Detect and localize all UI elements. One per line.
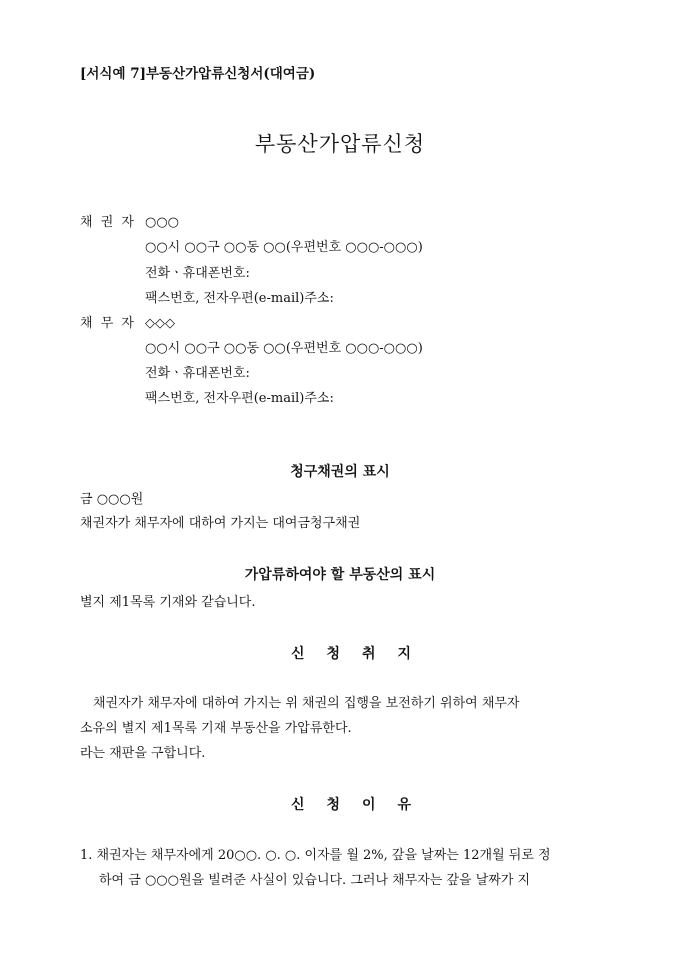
debtor-address: ○○시 ○○구 ○○동 ○○(우편번호 ○○○-○○○) bbox=[145, 341, 423, 356]
purpose-heading: 신청취지 bbox=[290, 646, 434, 662]
creditor-phone: 전화ㆍ휴대폰번호: bbox=[145, 266, 250, 281]
debtor-name: ◇◇◇ bbox=[145, 316, 175, 331]
claim-heading: 청구채권의 표시 bbox=[290, 464, 390, 480]
debtor-phone: 전화ㆍ휴대폰번호: bbox=[145, 366, 250, 381]
purpose-line-3: 라는 재판을 구합니다. bbox=[80, 746, 206, 761]
reason-heading: 신청이유 bbox=[290, 797, 434, 813]
purpose-line-2: 소유의 별지 제1목록 기재 부동산을 가압류한다. bbox=[80, 721, 352, 736]
creditor-address: ○○시 ○○구 ○○동 ○○(우편번호 ○○○-○○○) bbox=[145, 240, 423, 255]
creditor-label: 채 권 자 bbox=[80, 215, 136, 230]
document-title: 부동산가압류신청 bbox=[254, 132, 426, 156]
claim-amount: 금 ○○○원 bbox=[80, 492, 144, 507]
claim-description: 채권자가 채무자에 대하여 가지는 대여금청구채권 bbox=[80, 516, 361, 531]
reason-item-1-line-2: 하여 금 ○○○원을 빌려준 사실이 있습니다. 그러나 채무자는 갚을 날짜가 지 bbox=[99, 873, 531, 888]
debtor-fax-email: 팩스번호, 전자우편(e-mail)주소: bbox=[145, 391, 334, 406]
form-label: [서식예 7]부동산가압류신청서(대여금) bbox=[80, 66, 316, 82]
reason-item-1-line-1: 1. 채권자는 채무자에게 20○○. ○. ○. 이자를 월 2%, 갚을 날짜는 12개월 뒤로 정 bbox=[80, 848, 551, 863]
property-text: 별지 제1목록 기재와 같습니다. bbox=[80, 595, 256, 610]
purpose-line-1: 채권자가 채무자에 대하여 가지는 위 채권의 집행을 보전하기 위하여 채무자 bbox=[93, 696, 520, 711]
debtor-label: 채 무 자 bbox=[80, 316, 136, 331]
creditor-name: ○○○ bbox=[145, 215, 180, 230]
creditor-fax-email: 팩스번호, 전자우편(e-mail)주소: bbox=[145, 291, 334, 306]
property-heading: 가압류하여야 할 부동산의 표시 bbox=[244, 567, 436, 583]
